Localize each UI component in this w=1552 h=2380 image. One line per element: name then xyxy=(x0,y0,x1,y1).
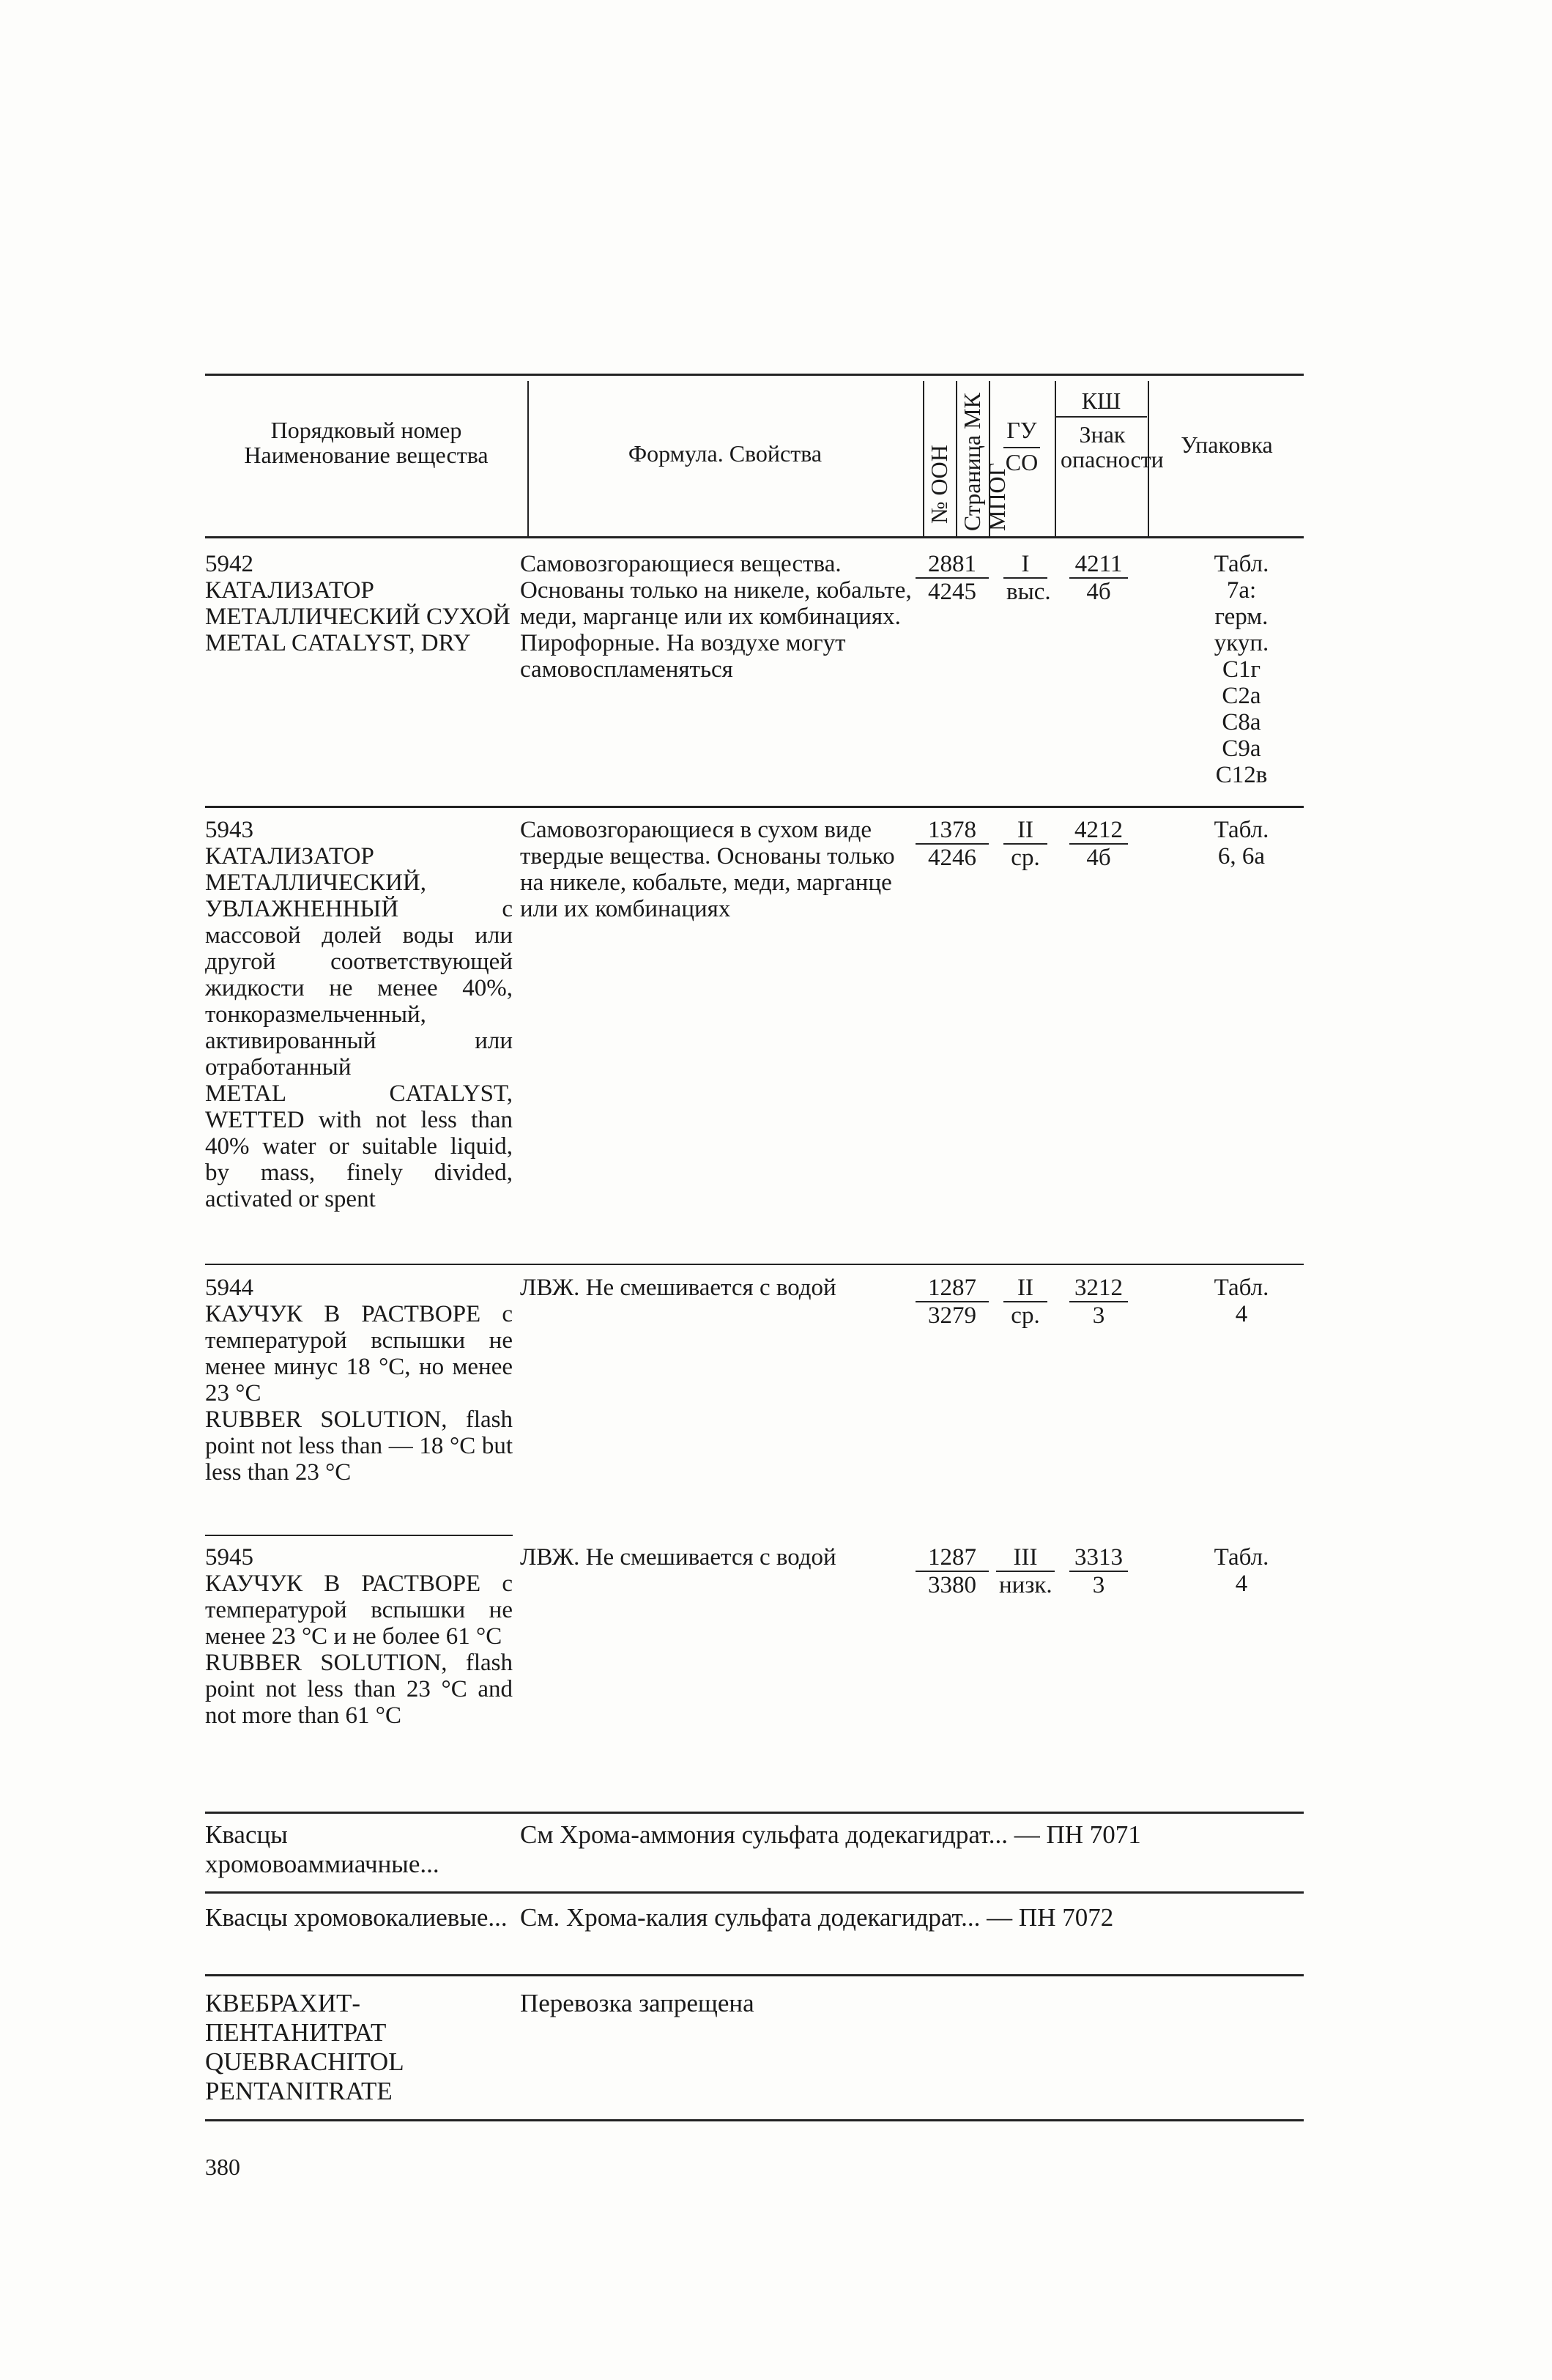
un-number: 1378 xyxy=(916,817,989,845)
sign-value: 4б xyxy=(1086,579,1111,605)
row-rule xyxy=(205,1974,1304,1976)
un-number: 1287 xyxy=(916,1544,989,1572)
row-gu-so xyxy=(996,1544,1055,1598)
ref-text: См Хрома-аммония сульфата додекагидрат... — ПН 7071 xyxy=(520,1820,1141,1849)
sign-value: 3 xyxy=(1092,1572,1105,1598)
row-rule xyxy=(205,2119,1304,2121)
header-gu: ГУ xyxy=(1006,417,1037,443)
row-ksh-sign xyxy=(1069,817,1128,871)
page-number-footer: 380 xyxy=(205,2154,240,2180)
so-value: низк. xyxy=(999,1572,1052,1598)
ref-name: КВЕБРАХИТ-ПЕНТАНИТРАТ QUEBRACHITOL PENTANITRATE xyxy=(205,1989,404,2105)
ref-name: Квасцы хромовоаммиачные... xyxy=(205,1820,439,1878)
header-gu-rule xyxy=(1003,447,1040,448)
row-un-page xyxy=(916,551,989,605)
row-rule xyxy=(205,1812,1304,1814)
row-ksh-sign xyxy=(1069,551,1128,605)
header-divider xyxy=(956,381,957,536)
header-pack: Упаковка xyxy=(1181,431,1273,458)
ksh-value: 4211 xyxy=(1069,551,1128,579)
header-formula: Формула. Свойства xyxy=(628,440,823,467)
ref-text: Перевозка запрещена xyxy=(520,1989,754,2017)
row-un-page xyxy=(916,817,989,871)
row-rule xyxy=(205,1535,513,1536)
row-properties: Самовозгорающиеся в сухом виде твердые вещества. Основаны только на никеле, кобальте, меди, марганце или их комбинациях xyxy=(520,817,895,922)
header-divider xyxy=(527,381,529,536)
header-sign: Знак опасности xyxy=(1061,421,1164,472)
ksh-value: 3313 xyxy=(1069,1544,1128,1572)
row-name: 5942 КАТАЛИЗАТОР МЕТАЛЛИЧЕСКИЙ СУХОЙ METAL CATALYST, DRY xyxy=(205,551,510,656)
row-un-page xyxy=(916,1275,989,1329)
header-so: СО xyxy=(1005,449,1039,475)
row-rule xyxy=(205,1891,1304,1894)
page-number: 4245 xyxy=(928,579,976,605)
sign-value: 4б xyxy=(1086,845,1111,871)
so-value: ср. xyxy=(1011,1302,1040,1329)
ref-text: См. Хрома-калия сульфата додекагидрат... — ПН 7072 xyxy=(520,1903,1114,1932)
so-value: ср. xyxy=(1011,845,1040,871)
un-number: 2881 xyxy=(916,551,989,579)
header-page: Страница МК МПОГ xyxy=(959,393,1010,531)
header-un: № ООН xyxy=(926,445,952,524)
header-ksh-rule xyxy=(1056,416,1147,418)
row-properties: ЛВЖ. Не смешивается с водой xyxy=(520,1275,836,1301)
row-name: 5945 КАУЧУК В РАСТВОРЕ с температурой вспышки не менее 23 °С и не более 61 °С RUBBER SOLUTION, flash point not less than 23 °C and not more than 61 °C xyxy=(205,1544,513,1729)
page-number: 4246 xyxy=(928,845,976,871)
gu-value: I xyxy=(1003,551,1047,579)
row-packing: Табл. 4 xyxy=(1214,1544,1269,1597)
row-packing: Табл. 7а: герм. укуп. С1г С2а С8а С9а С12в xyxy=(1214,551,1269,788)
row-gu-so xyxy=(1003,817,1047,871)
ksh-value: 4212 xyxy=(1069,817,1128,845)
sign-value: 3 xyxy=(1092,1302,1105,1329)
gu-value: II xyxy=(1003,817,1047,845)
header-top-rule xyxy=(205,374,1304,376)
row-ksh-sign xyxy=(1069,1544,1128,1598)
row-packing: Табл. 4 xyxy=(1214,1275,1269,1327)
header-divider xyxy=(923,381,924,536)
row-properties: ЛВЖ. Не смешивается с водой xyxy=(520,1544,836,1571)
row-gu-so xyxy=(1003,551,1051,605)
ksh-value: 3212 xyxy=(1069,1275,1128,1302)
row-gu-so xyxy=(1003,1275,1047,1329)
row-rule xyxy=(205,806,1304,808)
page-number: 3279 xyxy=(928,1302,976,1329)
header-bottom-rule xyxy=(205,536,1304,538)
so-value: выс. xyxy=(1006,579,1051,605)
gu-value: III xyxy=(996,1544,1055,1572)
page-number: 3380 xyxy=(928,1572,976,1598)
row-ksh-sign xyxy=(1069,1275,1128,1329)
header-name: Порядковый номер Наименование вещества xyxy=(244,417,489,468)
header-ksh: КШ xyxy=(1081,388,1121,414)
un-number: 1287 xyxy=(916,1275,989,1302)
row-un-page xyxy=(916,1544,989,1598)
gu-value: II xyxy=(1003,1275,1047,1302)
row-packing: Табл. 6, 6а xyxy=(1214,817,1269,870)
header-divider xyxy=(1055,381,1056,536)
ref-name: Квасцы хромовокалиевые... xyxy=(205,1903,508,1932)
row-properties: Самовозгорающиеся вещества. Основаны только на никеле, кобальте, меди, марганце или их комбинациях. Пирофорные. На воздухе могут самовоспламеняться xyxy=(520,551,912,683)
row-name: 5944 КАУЧУК В РАСТВОРЕ с температурой вспышки не менее минус 18 °С, но менее 23 °С RUBBER SOLUTION, flash point not less than — 18 °C but less than 23 °C xyxy=(205,1275,513,1486)
row-rule xyxy=(205,1264,1304,1265)
row-name: 5943 КАТАЛИЗАТОР МЕТАЛЛИЧЕСКИЙ, УВЛАЖНЕННЫЙ с массовой долей воды или другой соответствующей жидкости не менее 40%, тонкоразмельченный, активированный или отработанный METAL CATALYST, WETTED with not less than 40% water or suitable liquid, by mass, finely divided, activated or spent xyxy=(205,817,513,1212)
